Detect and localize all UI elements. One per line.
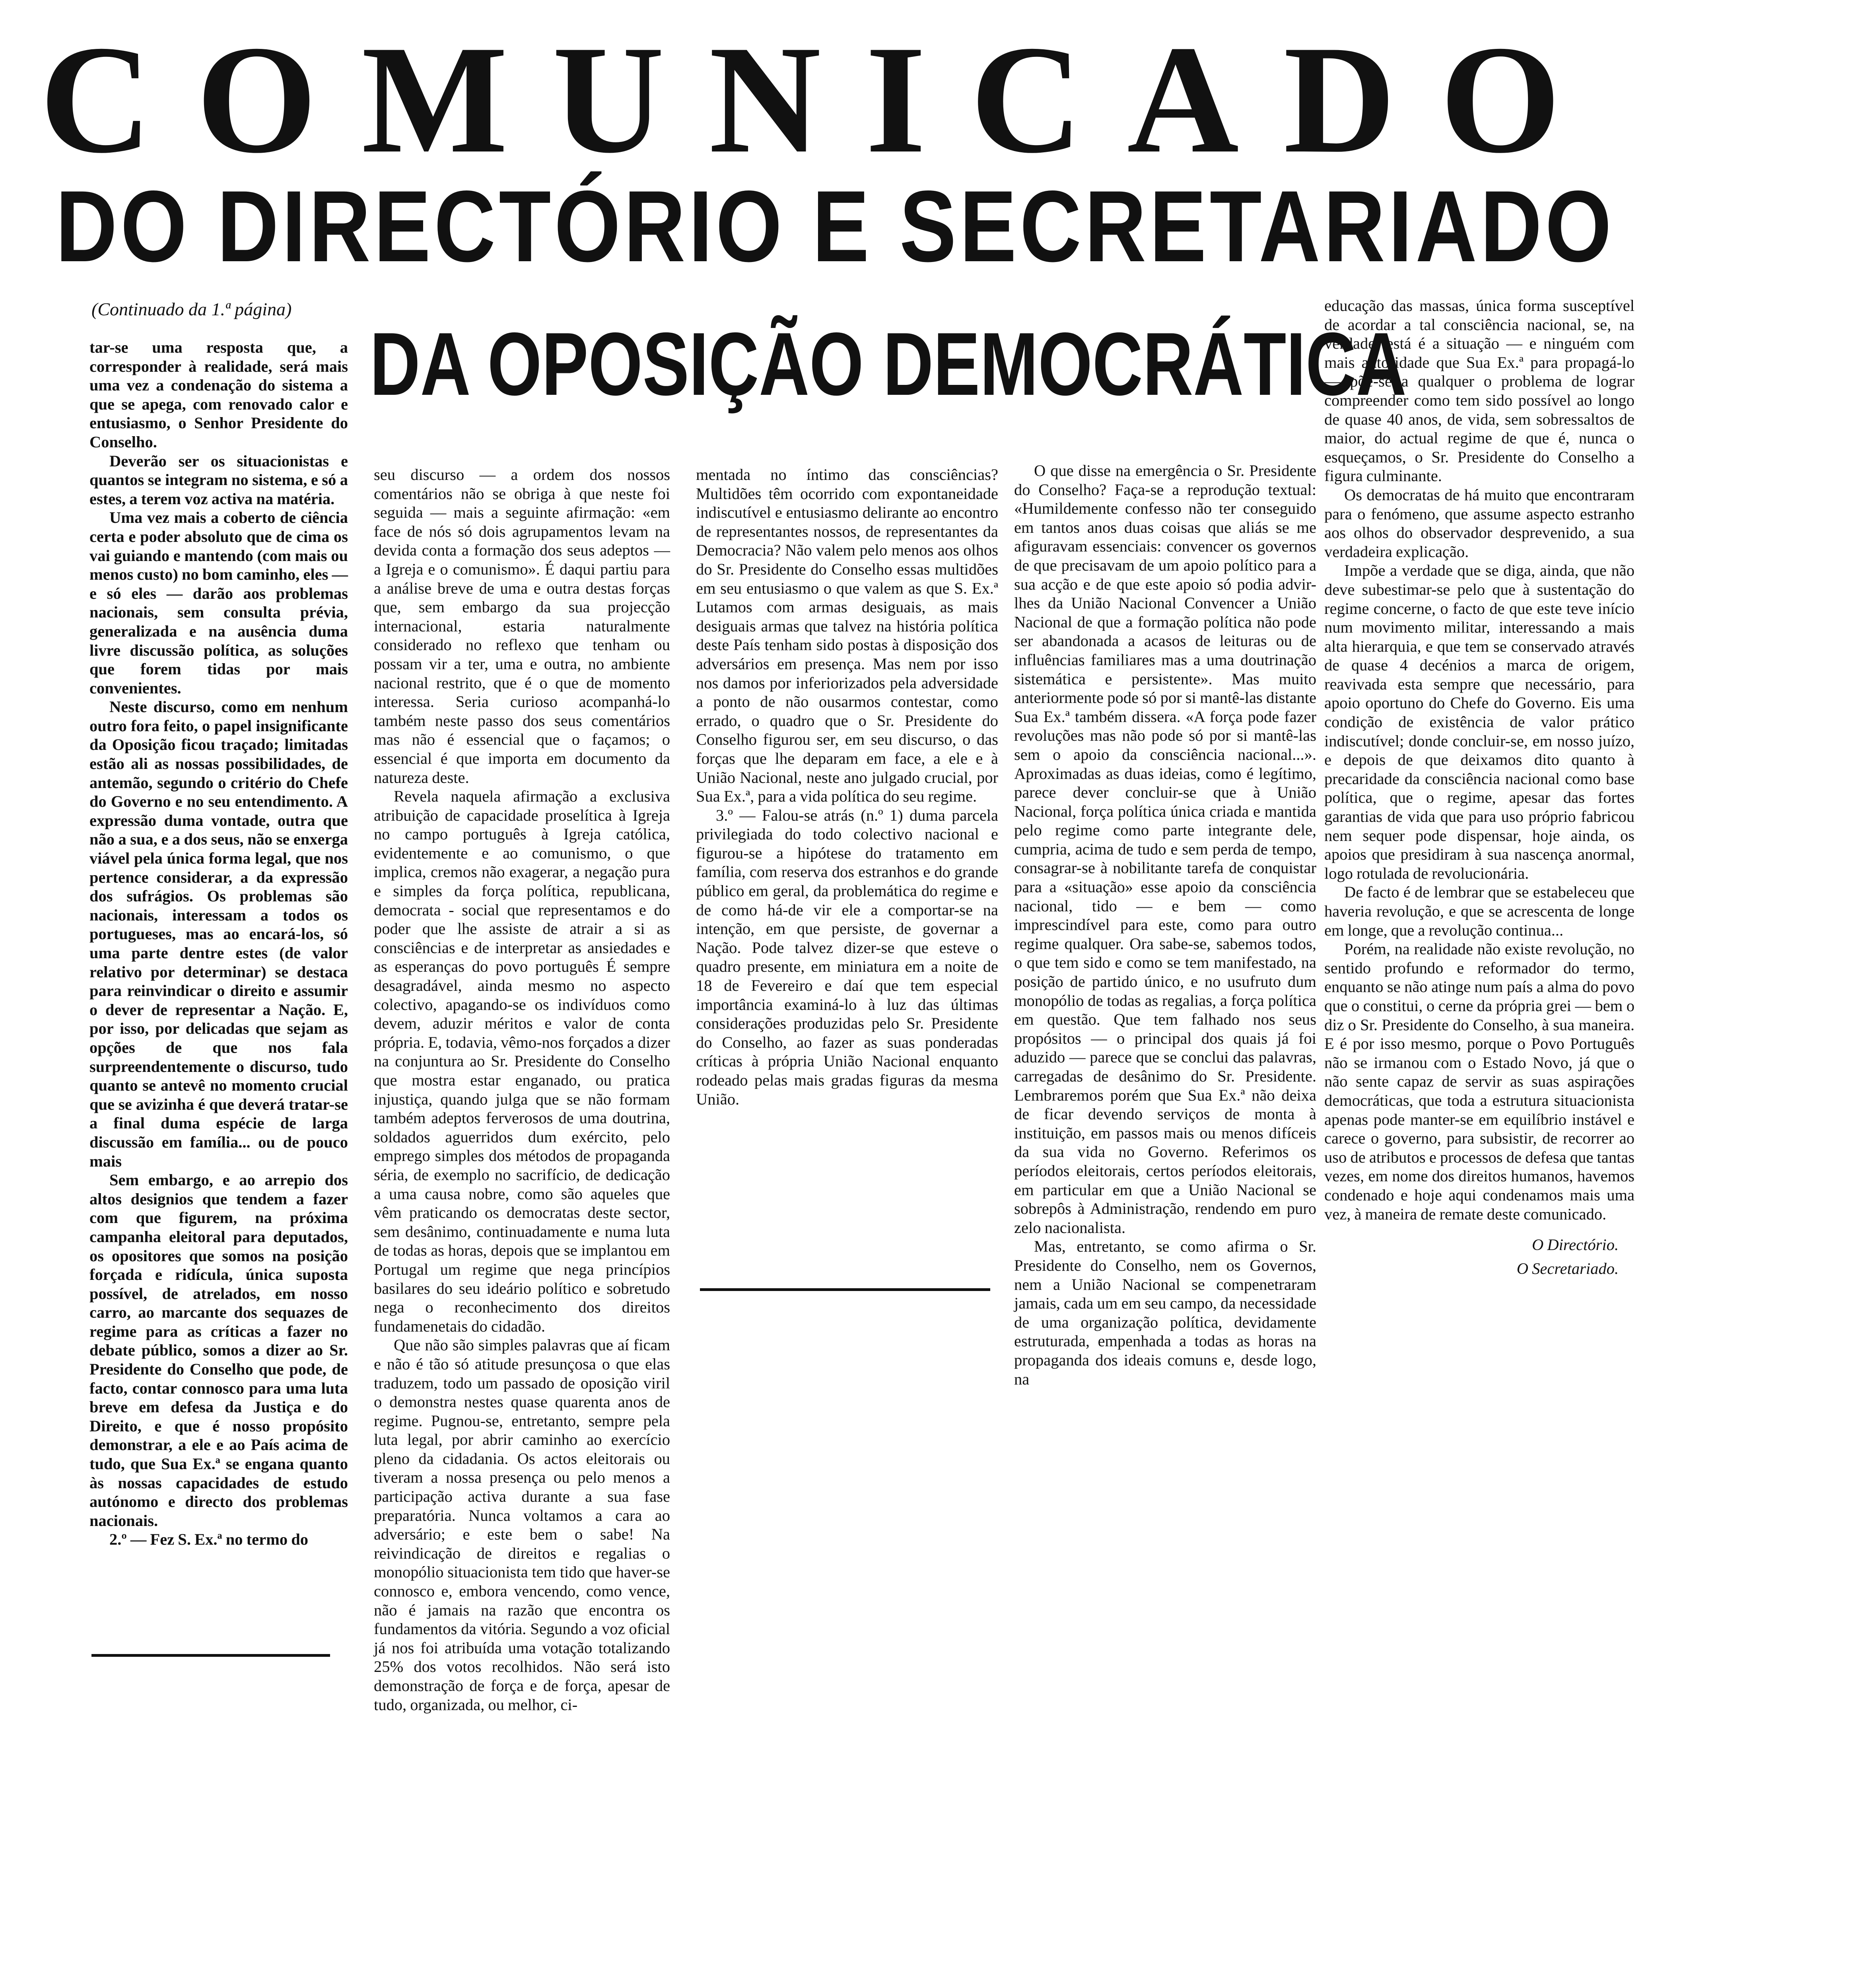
paragraph: Impõe a verdade que se diga, ainda, que não deve subestimar-se pelo que à sustentação do regime concerne, o facto de que este teve início num movimento militar, interessando a mais alta hierarquia, e que tem se conservado através de quase 4 decénios a marca de origem, reavivada esta sempre que necessário, para apoio oportuno do Chefe do Governo. Eis uma condição de existência de valor prático indiscutível; donde concluir-se, em nosso juízo, e depois de que deixamos dito quanto à precaridade da consciência nacional como base política, que o regime, apesar das fortes garantias de vida que para uso próprio fabricou nem sequer pode dispensar, hoje ainda, os apoios que presidiram à sua nascença anormal, logo rotulada de revolucionária. bbox=[1324, 561, 1634, 882]
article-column-5 bbox=[1324, 296, 1634, 1281]
paragraph: Mas, entretanto, se como afirma o Sr. Presidente do Conselho, nem os Governos, nem a União Nacional se compenetraram jamais, cada um em seu campo, da necessidade de uma organização política, devidamente estruturada, empenhada a todas as horas na propaganda dos ideais comuns e, desde logo, na bbox=[1014, 1237, 1316, 1388]
paragraph: Neste discurso, como em nenhum outro fora feito, o papel insignificante da Oposição ficou traçado; limitadas estão ali as nossas possibilidades, de antemão, segundo o critério do Chefe do Governo e no seu entendimento. A expressão duma vontade, outra que não a sua, e a dos seus, não se enxerga viável pela única forma legal, que nos pertence considerar, a da expressão dos sufrágios. Os problemas são nacionais, interessam a todos os portugueses, mas ao encará-los, só uma parte dentre estes (de valor relativo por determinar) se destaca para reinvindicar o direito e assumir o dever de representar a Nação. E, por isso, por delicadas que sejam as opções de que nos fala surpreendentemente o discurso, tudo quanto se antevê no momento crucial que se avizinha é que deverá tratar-se a final duma espécie de larga discussão em família... ou de pouco mais bbox=[89, 698, 348, 1170]
paragraph: O que disse na emergência o Sr. Presidente do Conselho? Faça-se a reprodução textual: «Humildemente confesso não ter conseguido em tantos anos duas coisas que aliás se me afiguravam essenciais: convencer os governos de que precisavam de um apoio político para a sua acção e de que este apoio só podia advir-lhes da União Nacional Convencer a União Nacional de que a formação política não pode ser abandonada a acasos de leituras ou de influências familiares mas a uma doutrinação sistemática e persistente». Mas muito anteriormente pode só por si mantê-las distante Sua Ex.ª também dissera. «A força pode fazer revoluções mas não pode só por si mantê-las sem o apoio da consciência nacional...». Aproximadas as duas ideias, como é legítimo, parece dever concluir-se que à União Nacional, força política única criada e mantida pelo regime como parte integrante dele, cumpria, acima de tudo e sem perda de tempo, consagrar-se à nobilitante tarefa de conquistar para a «situação» esse apoio da consciência nacional, tido — e bem — como imprescindível para este, como para outro regime qualquer. Ora sabe-se, sabemos todos, o que tem sido e como se tem manifestado, na posição de partido único, e no usufruto dum monopólio de todas as regalias, a força política em questão. Que tem falhado nos seus propósitos — o principal dos quais já foi aduzido — parece que se conclui das palavras, carregadas de desânimo do Sr. Presidente. Lembraremos porém que Sua Ex.ª não deixa de ficar devendo serviços de monta à instituição, em passos mais ou menos difíceis da sua vida no Governo. Referimos os períodos eleitorais, certos períodos eleitorais, em particular em que a União Nacional se sobrepôs à Administração, rendendo em puro zelo nacionalista. bbox=[1014, 462, 1316, 1237]
paragraph: Que não são simples palavras que aí ficam e não é tão só atitude presunçosa o que elas traduzem, todo um passado de oposição viril o demonstra nestes quase quarenta anos de regime. Pugnou-se, entretanto, sempre pela luta legal, por abrir caminho ao exercício pleno da cidadania. Os actos eleitorais ou tiveram a nossa presença ou pelo menos a participação activa durante a sua fase preparatória. Nunca voltamos a cara ao adversário; e este bem o sabe! Na reivindicação de direitos e regalias o monopólio situacionista tem tido que haver-se connosco e, embora vencendo, como vence, não é jamais na razão que encontra os fundamentos da vitória. Segundo a voz oficial já nos foi atribuída uma votação totalizando 25% dos votos recolhidos. Não será isto demonstração de força e de força, apesar de tudo, organizada, ou melhor, ci- bbox=[374, 1336, 670, 1714]
paragraph: Uma vez mais a coberto de ciência certa e poder absoluto que de cima os vai guiando e mantendo (com mais ou menos custo) no bom caminho, eles — e só eles — darão aos problemas nacionais, sem consulta prévia, generalizada e na ausência duma livre discussão política, as soluções que forem tidas por mais convenientes. bbox=[89, 509, 348, 697]
paragraph: mentada no íntimo das consciências? Multidões têm ocorrido com expontaneidade indiscutível e entusiasmo delirante ao encontro de representantes nossos, de representantes da Democracia? Não valem pelo menos aos olhos do Sr. Presidente do Conselho essas multidões em seu entusiasmo o que valem as que S. Ex.ª Lutamos com armas desiguais, as mais desiguais armas que talvez na história política deste País tenham sido postas à disposição dos adversários em presença. Mas nem por isso nos damos por inferiorizados pela adversidade a ponto de não ousarmos contestar, como errado, o quadro que o Sr. Presidente do Conselho figurou ser, em seu discurso, o das forças que lhe deparam em face, a ele e à União Nacional, neste ano julgado crucial, por Sua Ex.ª, para a vida política do seu regime. bbox=[696, 466, 998, 806]
column-end-rule bbox=[91, 1654, 330, 1657]
paragraph: Os democratas de há muito que encontraram para o fenómeno, que assume aspecto estranho aos olhos do observador desprevenido, a sua verdadeira explicação. bbox=[1324, 485, 1634, 561]
column-end-rule bbox=[700, 1288, 990, 1291]
paragraph: Revela naquela afirmação a exclusiva atribuição de capacidade proselítica à Igreja no campo português à Igreja católica, evidentemente e ao comunismo, o que implica, cremos não exagerar, a negação pura e simples da força política, republicana, democrata - social que representamos e do poder que lhe assiste de atrair a si as consciências e de interpretar as ansiedades e as esperanças do povo português É sempre desagradável, ainda mesmo no aspecto colectivo, apagando-se os indivíduos como devem, aduzir méritos e valor de conta própria. E, todavia, vêmo-nos forçados a dizer na conjuntura ao Sr. Presidente do Conselho que mostra estar enganado, ou pratica injustiça, quando julga que se não formam também adeptos ferverosos de uma doutrina, soldados aguerridos dum exército, pelo emprego simples dos métodos de propaganda séria, de exemplo no sacrifício, de dedicação a uma causa nobre, como são aqueles que vêm praticando os democratas deste sector, sem desânimo, continuadamente e numa luta de todas as horas, depois que se implantou em Portugal um regime que nega princípios basilares do seu ideário político e sobretudo nega o reconhecimento dos direitos fundamenetais do cidadão. bbox=[374, 787, 670, 1335]
headline-comunicado: COMUNICADO bbox=[40, 14, 1605, 185]
paragraph: tar-se uma resposta que, a corresponder à realidade, será mais uma vez a condenação do sistema a que se apega, com renovado calor e entusiasmo, o Senhor Presidente do Conselho. bbox=[89, 338, 348, 451]
headline-oposicao-democratica: DA OPOSIÇÃO DEMOCRÁTICA bbox=[370, 314, 1407, 414]
paragraph: 2.º — Fez S. Ex.ª no termo do bbox=[109, 1530, 308, 1549]
article-column-2 bbox=[374, 465, 670, 1714]
paragraph: 3.º — Falou-se atrás (n.º 1) duma parcela privilegiada do todo colectivo nacional e figurou-se a hipótese do tratamento em família, com reserva dos estranhos e do grande público em geral, da problemática do regime e de como há-de vir ele a comportar-se na intenção, em que persiste, de governar a Nação. Pode talvez dizer-se que esteve o quadro presente, em miniatura em a noite de 18 de Fevereiro e daí que tem especial importância examiná-lo à luz das últimas considerações produzidas pelo Sr. Presidente do Conselho, ao fazer as suas ponderadas críticas à própria União Nacional enquanto rodeado pelas mais gradas figuras da mesma União. bbox=[696, 806, 998, 1108]
article-column-3 bbox=[696, 465, 998, 1109]
paragraph: Porém, na realidade não existe revolução, no sentido profundo e reformador do termo, enquanto se não atinge num país a alma do povo que o constitui, o cerne da própria grei — bem o diz o Sr. Presidente do Conselho, à sua maneira. E é por isso mesmo, porque o Povo Português não se irmanou com o Estado Novo, já que o não sente capaz de servir as suas aspirações democráticas, que toda a estrutura situacionista apenas pode manter-se em equilíbrio instável e carece o governo, para subsistir, de recorrer ao uso de atributos e processos de defesa que tantas vezes, em nome dos direitos humanos, havemos condenado e hoje aqui condenamos mais uma vez, à maneira de remate deste comunicado. bbox=[1324, 940, 1634, 1223]
signature-secretariado: O Secretariado. bbox=[1516, 1260, 1619, 1278]
signature-block bbox=[1324, 1233, 1634, 1281]
headline-directorio-secretariado: DO DIRECTÓRIO E SECRETARIADO bbox=[56, 170, 1615, 283]
paragraph: Deverão ser os situacionistas e quantos se integram no sistema, e só a estes, a terem voz activa na matéria. bbox=[89, 452, 348, 508]
paragraph: Sem embargo, e ao arrepio dos altos designios que tendem a fazer com que figurem, na próxima campanha eleitoral para deputados, os opositores que somos na posição forçada e ridícula, única suposta possível, de atrelados, em nosso carro, ao marcante dos sequazes de regime para as críticas a fazer no debate público, somos a dizer ao Sr. Presidente do Conselho que pode, de facto, contar connosco para uma luta breve em defesa da Justiça e do Direito, e que é nosso propósito demonstrar, a ele e ao País acima de tudo, que Sua Ex.ª se engana quanto às nossas capacidades de estudo autónomo e directo dos problemas nacionais. bbox=[89, 1171, 348, 1530]
article-column-1 bbox=[89, 338, 348, 1549]
paragraph: seu discurso — a ordem dos nossos comentários não se obriga à que neste foi seguida — mais a seguinte afirmação: «em face de nós só dois agrupamentos levam na devida conta a formação dos seus adeptos — a Igreja e o comunismo». É daqui partiu para a análise breve de uma e outra destas forças que, sem embargo da sua projecção internacional, estaria naturalmente considerado no reflexo que tenham ou possam vir a ter, uma e outra, no ambiente nacional restrito, que é o que de momento interessa. Seria curioso acompanhá-lo também neste passo dos seus comentários mas não é essencial que o façamos; o essencial é que importa em documento da natureza deste. bbox=[374, 466, 670, 786]
paragraph: educação das massas, única forma susceptível de acordar a tal consciência nacional, se, na verdade, está é a situação — e ninguém com mais autoridade que Sua Ex.ª para propagá-lo — põe-se a qualquer o problema de lograr compreender como tem sido possível ao longo de quase 40 anos, de vida, sem sobressaltos de maior, do actual regime de que é, nunca o esqueçamos, o Sr. Presidente do Conselho a figura culminante. bbox=[1324, 297, 1634, 485]
signature-directorio: O Directório. bbox=[1532, 1236, 1619, 1254]
paragraph: De facto é de lembrar que se estabeleceu que haveria revolução, e que se acrescenta de longe em longe, que a revolução continua... bbox=[1324, 883, 1634, 939]
article-column-4 bbox=[1014, 461, 1316, 1388]
continuation-note: (Continuado da 1.ª página) bbox=[91, 299, 292, 319]
